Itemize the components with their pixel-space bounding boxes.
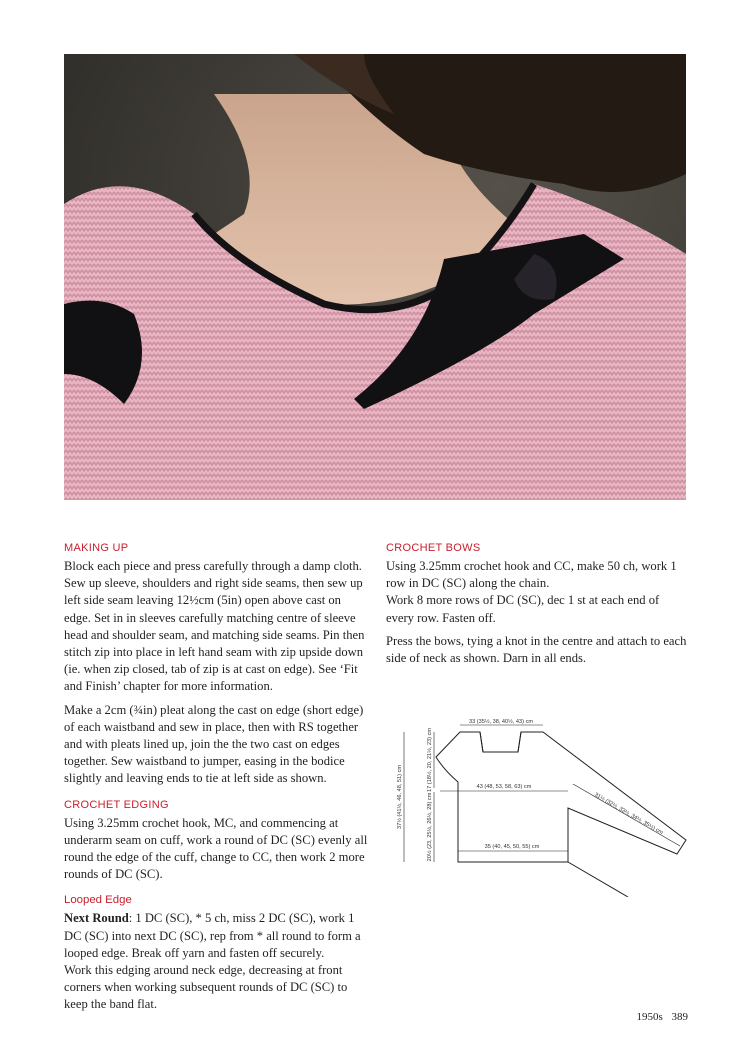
looped-edge-heading: Looped Edge xyxy=(64,894,132,907)
dim-waist: 35 (40, 45, 50, 55) cm xyxy=(484,844,540,850)
neck-outline xyxy=(480,732,521,752)
photo-illustration xyxy=(64,54,686,500)
dim-sleeve: 31½ (32½, 33½, 34½, 35½) cm xyxy=(593,792,664,837)
crochet-bows-paragraph-2: Work 8 more rows of DC (SC), dec 1 st at each end of every row. Fasten off. xyxy=(386,593,660,625)
dim-top: 33 (35½, 38, 40½, 43) cm xyxy=(468,719,534,725)
dim-chest: 43 (48, 53, 58, 63) cm xyxy=(476,784,532,790)
looped-edge-paragraph-2: Work this edging around neck edge, decreasing at front corners when working subsequent rounds of DC (SC) to keep the band flat. xyxy=(64,963,348,1012)
crochet-edging-paragraph: Using 3.25mm crochet hook, MC, and commencing at underarm seam on cuff, work a round of DC (SC) evenly all round the edge of the cuff, change to CC, then work 2 more rounds of DC (SC). xyxy=(64,815,368,882)
dim-total: 37½ (41½, 46, 48, 51) cm xyxy=(397,764,403,830)
body-outline xyxy=(436,732,686,862)
crochet-bows-heading: CROCHET BOWS xyxy=(386,542,481,554)
looped-edge-paragraph-1 xyxy=(64,910,370,962)
page-footer xyxy=(630,1011,688,1023)
crochet-bows-paragraph-3: Press the bows, tying a knot in the centre and attach to each side of neck as shown. Darn in all ends. xyxy=(386,633,687,666)
making-up-heading: MAKING UP xyxy=(64,542,129,554)
dim-side: 20½ (23, 25½, 26½, 28) cm xyxy=(427,792,433,862)
crochet-edging-heading: CROCHET EDGING xyxy=(64,798,169,811)
making-up-paragraph-1: Block each piece and press carefully through a damp cloth. Sew up sleeve, shoulders and right side seams, then sew up left side seam leaving 12½cm (5in) open above cast on edge. Set in in sleeves carefully matching centre of sleeve head and shoulder seam, and matching side seams. Pin then stitch zip into place in left hand seam with zip upside down (ie. when zip closed, tab of zip is at cast on edge). See ‘Fit and Finish’ chapter for more information. xyxy=(64,559,365,694)
sleeve-edge xyxy=(568,808,628,897)
right-column xyxy=(386,541,688,673)
hero-photo xyxy=(64,54,686,500)
next-round-label: Next Round xyxy=(64,911,129,926)
section-name: 1950s xyxy=(636,1011,663,1023)
left-column xyxy=(64,541,370,1020)
crochet-bows-paragraph-1: Using 3.25mm crochet hook and CC, make 50 ch, work 1 row in DC (SC) along the chain. xyxy=(386,559,677,591)
next-round-text: : 1 DC (SC), * 5 ch, miss 2 DC (SC), work 1 DC (SC) into next DC (SC), rep from * all round to form a looped edge. Break off yarn and fasten off securely. xyxy=(64,911,361,960)
making-up-paragraph-2: Make a 2cm (¾in) pleat along the cast on edge (short edge) of each waistband and sew in place, then with RS together and with pleats lined up, join the the two cast on edges together. Sew waistband to jumper, easing in the bodice slightly and leaving ends to tie at left side as shown. xyxy=(64,702,364,786)
page-number: 389 xyxy=(671,1011,688,1023)
dim-armhole: 17 (18½, 20, 21½, 23) cm xyxy=(427,727,433,793)
garment-schematic xyxy=(388,712,688,897)
